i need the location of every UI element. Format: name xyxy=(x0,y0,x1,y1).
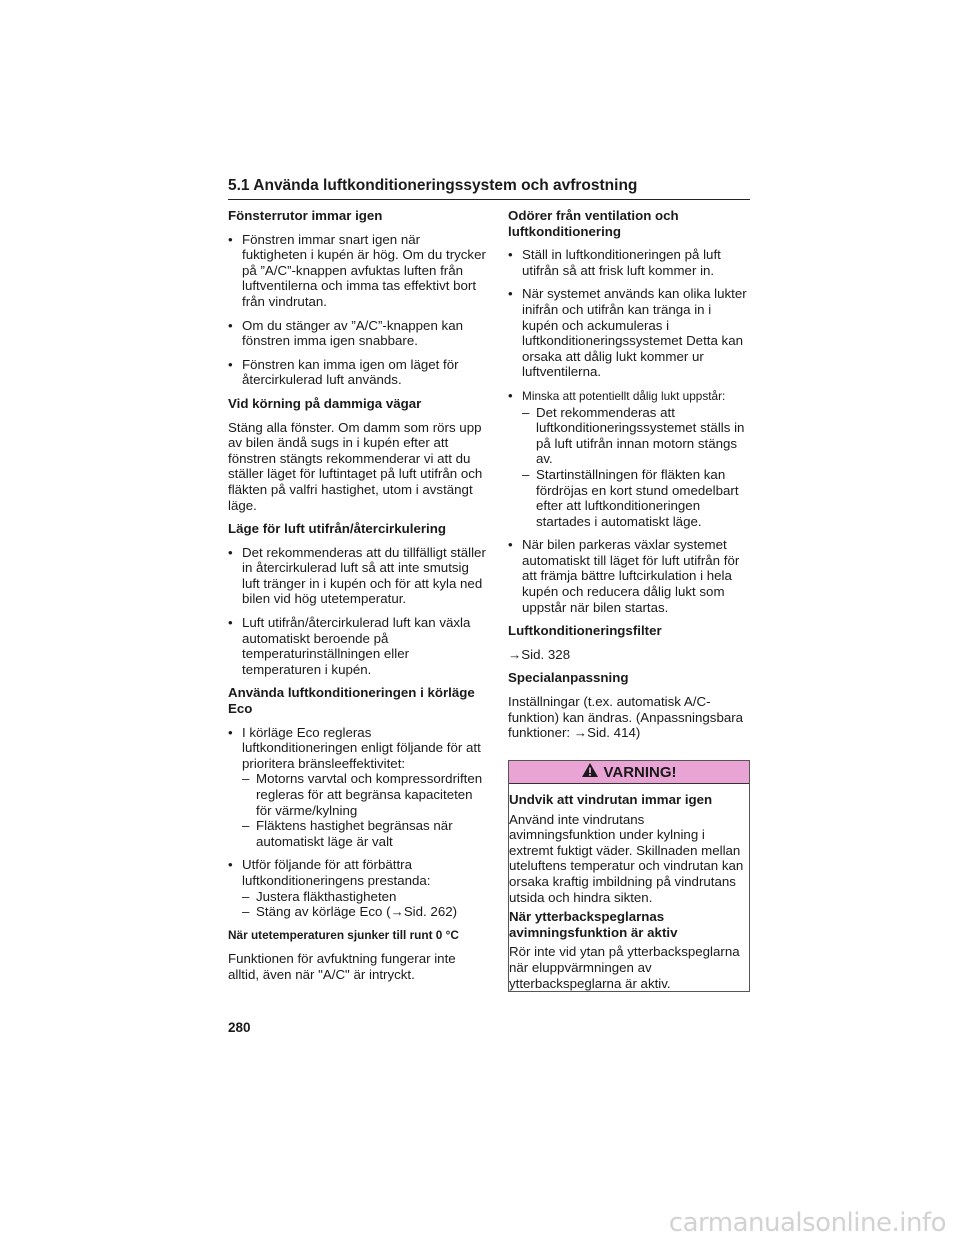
warning-title: VARNING! xyxy=(603,763,677,781)
heading-odors: Odörer från ventilation och luftkonditionering xyxy=(508,208,679,239)
section-header: 5.1 Använda luftkonditioneringssystem och avfrostning xyxy=(228,176,750,200)
bullet-text: I körläge Eco regleras luftkonditioneringen enligt följande för att prioritera bränsleeffektivitet: xyxy=(242,724,481,771)
watermark: carmanualsonline.info xyxy=(668,1208,946,1238)
page-reference: →Sid. 328 xyxy=(508,646,571,662)
warning-header xyxy=(509,761,749,784)
sub-item: – Fläktens hastighet begränsas när automatiskt läge är valt xyxy=(242,818,486,849)
warning-triangle-icon xyxy=(581,762,599,782)
sub-item: – Motorns varvtal och kompressordriften regleras för att begränsa kapaciteten för värme/kylning xyxy=(242,771,486,818)
bullet xyxy=(228,725,486,850)
heading-zero-degrees: När utetemperaturen sjunker till runt 0 °C xyxy=(228,927,459,942)
bullet xyxy=(508,388,750,529)
paragraph: Inställningar (t.ex. automatisk A/C-funktion) kan ändras. (Anpassningsbara funktioner: →Sid. 414) xyxy=(508,694,744,741)
heading-dusty-roads: Vid körning på dammiga vägar xyxy=(228,395,422,411)
warning-heading: När ytterbackspeglarnas avimningsfunktion är aktiv xyxy=(509,909,678,940)
sub-item: – Justera fläkthastigheten xyxy=(242,889,486,905)
warning-body xyxy=(509,784,749,991)
bullet: • Luft utifrån/återcirkulerad luft kan växla automatiskt beroende på temperaturinställningen eller temperaturen i kupén. xyxy=(228,615,486,677)
warning-paragraph: Använd inte vindrutans avimningsfunktion under kylning i extremt fuktigt väder. Skillnaden mellan uteluftens temperatur och vindrutan kan orsaka kraftig imbildning på vindrutans utsida och hindra sikten. xyxy=(509,811,744,905)
bullet: • När systemet används kan olika lukter inifrån och utifrån kan tränga in i kupén och ackumuleras i luftkonditioneringssystemet Detta kan orsaka att dålig lukt kommer ur luftventilerna. xyxy=(508,286,750,380)
heading-filter: Luftkonditioneringsfilter xyxy=(508,623,662,639)
heading-recirculation: Läge för luft utifrån/återcirkulering xyxy=(228,521,446,537)
bullet xyxy=(228,857,486,919)
warning-box xyxy=(508,760,750,992)
bullet: • Fönstren immar snart igen när fuktigheten i kupén är hög. Om du trycker på ”A/C”-knappen avfuktas luften från luftventilerna och imma tas effektivt bort från vindrutan. xyxy=(228,232,486,310)
heading-customization: Specialanpassning xyxy=(508,670,629,686)
bullet: • Fönstren kan imma igen om läget för återcirkulerad luft används. xyxy=(228,357,486,388)
sub-item: – Det rekommenderas att luftkonditioneringssystemet ställs in på luft utifrån innan motorn stängs av. xyxy=(522,405,750,467)
warning-paragraph: Rör inte vid ytan på ytterbackspeglarna när eluppvärmningen av ytterbackspeglarna är aktiv. xyxy=(509,944,740,991)
bullet-text: Utför följande för att förbättra luftkonditioneringens prestanda: xyxy=(242,857,431,888)
paragraph: Funktionen för avfuktning fungerar inte alltid, även när "A/C" är intryckt. xyxy=(228,951,456,982)
bullet: • När bilen parkeras växlar systemet automatiskt till läget för luft utifrån för att främja bättre luftcirkulation i hela kupén och reducera dålig lukt som uppstår när bilen startas. xyxy=(508,537,750,615)
sub-item: – Stäng av körläge Eco (→Sid. 262) xyxy=(242,904,486,920)
warning-heading: Undvik att vindrutan immar igen xyxy=(509,792,713,807)
heading-fog: Fönsterrutor immar igen xyxy=(228,208,383,223)
bullet-text: Minska att potentiellt dålig lukt uppstår: xyxy=(522,388,726,403)
paragraph: Stäng alla fönster. Om damm som rörs upp av bilen ändå sugs in i kupén efter att fönstren stängts rekommenderar vi att du ställer läget för luftintaget på luft utifrån och fläkten på valfri hastighet, utom i avstängt läge. xyxy=(228,419,483,513)
bullet: • Det rekommenderas att du tillfälligt ställer in återcirkulerad luft så att inte smutsig luft tränger in i kupén och för att kyla ned bilen vid hög utetemperatur. xyxy=(228,545,486,607)
page-number: 280 xyxy=(228,1020,251,1035)
right-column xyxy=(508,208,750,749)
bullet: • Om du stänger av ”A/C”-knappen kan fönstren imma igen snabbare. xyxy=(228,318,486,349)
heading-eco-mode: Använda luftkonditioneringen i körläge Eco xyxy=(228,685,475,717)
sub-item: – Startinställningen för fläkten kan fördröjas en kort stund omedelbart efter att luftkonditioneringen startades i automatiskt läge. xyxy=(522,467,750,529)
bullet: • Ställ in luftkonditioneringen på luft utifrån så att frisk luft kommer in. xyxy=(508,247,750,278)
left-column xyxy=(228,208,486,991)
